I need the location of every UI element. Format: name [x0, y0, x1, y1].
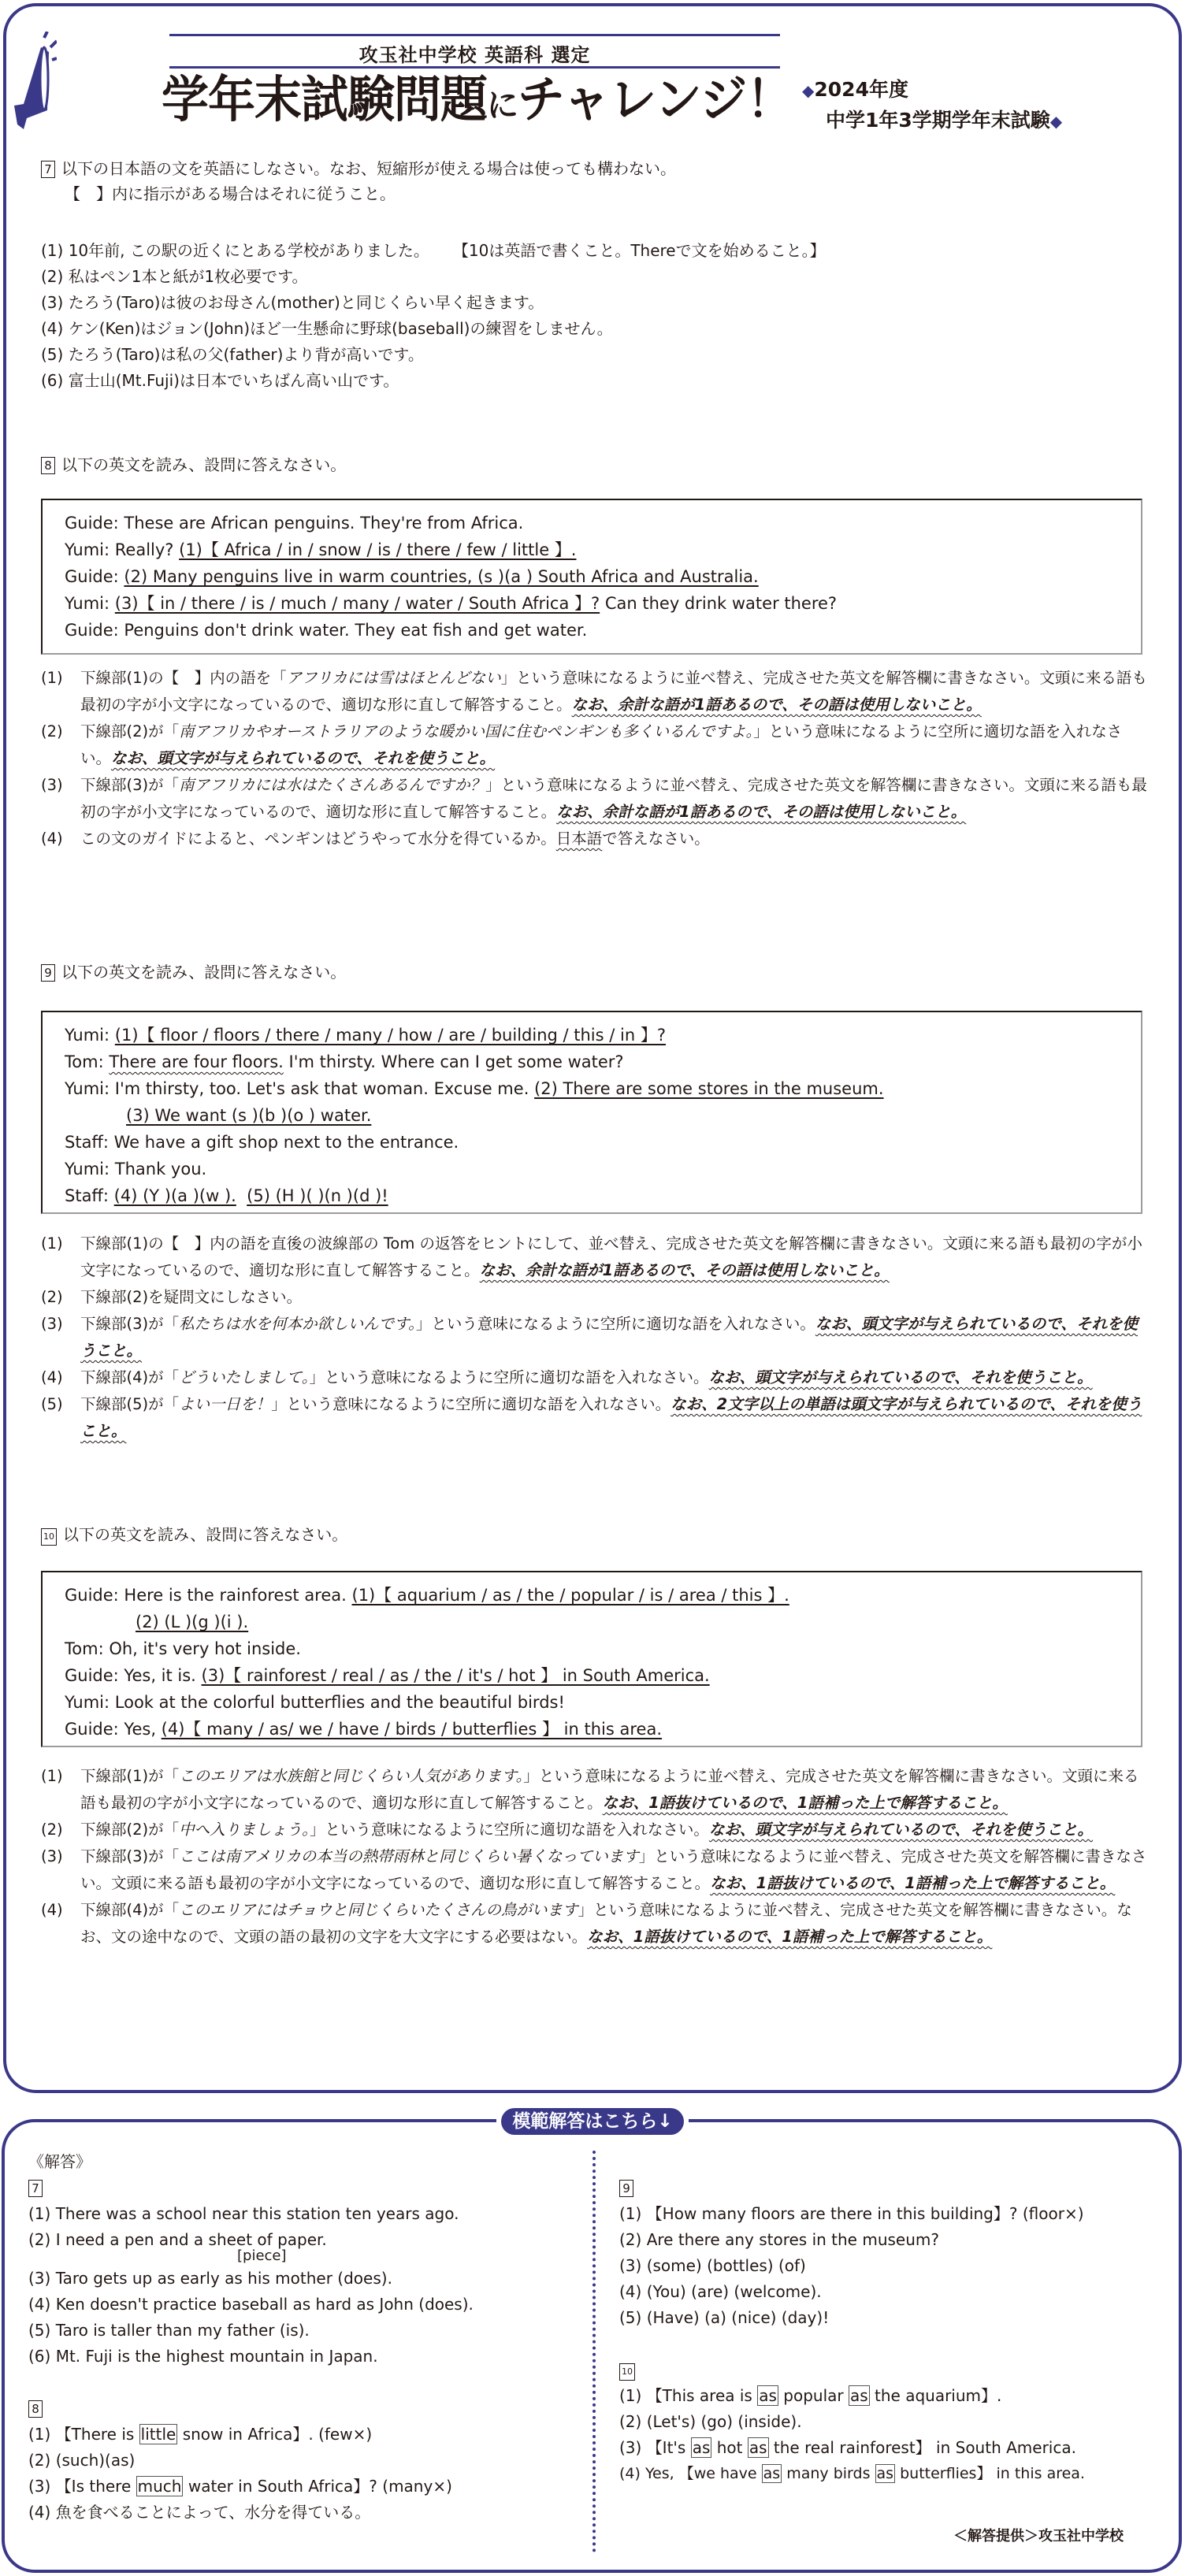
question-item: (4) この文のガイドによると、ペンギンはどうやって水分を得ているか。日本語で答えなさい。 [41, 830, 710, 848]
megaphone-icon [13, 32, 57, 131]
answer-item: (3) (some) (bottles) (of) [619, 2256, 806, 2275]
answer-credit: ＜解答提供＞攻玉社中学校 [953, 2528, 1124, 2544]
dialog-line: Yumi: (3)【 in / there / is / much / many / water / South Africa 】? Can they drink water there? [65, 594, 838, 613]
list-item: (2) 私はペン1本と紙が1枚必要です。 [41, 267, 308, 286]
question-item: (1) 下線部(1)が「このエリアは水族館と同じくらい人気があります。」という意味になるように並べ替え、完成させた英文を解答欄に書きなさい。文頭に来る語も最初の字が小文字になっているので、適切な形に直して解答すること。なお、1語抜けているので、1語補った上で解答すること。 [41, 1767, 1139, 1812]
answer-item: (5) (Have) (a) (nice) (day)! [619, 2308, 830, 2327]
diamond-icon: ◆ [1049, 112, 1063, 131]
dialog-line: Yumi: Thank you. [65, 1160, 207, 1179]
answer-item: (4) 魚を食べることによって、水分を得ている。 [28, 2503, 371, 2522]
answer-item: (4) Ken doesn't practice baseball as hard as John (does). [28, 2295, 474, 2314]
section-9-questions [41, 1230, 1152, 1445]
answer-item: (6) Mt. Fuji is the highest mountain in Japan. [28, 2347, 378, 2366]
section-8-dialog [41, 499, 1142, 655]
list-item: (6) 富士山(Mt.Fuji)は日本でいちばん高い山です。 [41, 371, 399, 390]
question-item: (3) 下線部(3)が「ここは南アメリカの本当の熱帯雨林と同じくらい暑くなっています」という意味になるように並べ替え、完成させた英文を解答欄に書きなさい。文頭に来る語も最初の字が小文字になっているので、適切な形に直して解答すること。なお、1語抜けているので、1語補った上で解答すること。 [41, 1847, 1147, 1892]
answer-item: (3) 【Is there much water in South Africa】? (many×) [28, 2477, 452, 2496]
dialog-line: Guide: Yes, it is. (3)【 rainforest / real / as / the / it's / hot 】 in South America. [65, 1666, 710, 1685]
question-item: (3) 下線部(3)が「私たちは水を何本か欲しいんです。」という意味になるように空所に適切な語を入れなさい。なお、頭文字が与えられているので、それを使うこと。 [41, 1315, 1138, 1360]
dialog-line: Guide: Yes, (4)【 many / as/ we / have / birds / butterflies 】 in this area. [65, 1720, 662, 1739]
section-8-questions [41, 665, 1152, 852]
column-divider [592, 2151, 596, 2552]
list-item: (1) 10年前, この駅の近くにとある学校がありました。 【10は英語で書くこと。Thereで文を始めること。】 [41, 241, 826, 260]
dialog-line: Guide: These are African penguins. They're from Africa. [65, 514, 524, 533]
question-item: (1) 下線部(1)の【 】内の語を「アフリカには雪はほとんどない」という意味になるように並べ替え、完成させた英文を解答欄に書きなさい。文頭に来る語も最初の字が小文字になっているので、適切な形に直して解答すること。なお、余計な語が1語あるので、その語は使用しないこと。 [41, 669, 1147, 714]
section-8-header: 8 以下の英文を読み、設問に答えなさい。 [41, 454, 346, 476]
dialog-line: Guide: (2) Many penguins live in warm countries, (s )(a ) South Africa and Australia. [65, 567, 759, 586]
answer-alt: [piece] [237, 2248, 287, 2264]
answer-item: (2) (such)(as) [28, 2451, 136, 2470]
answer-item: (2) (Let's) (go) (inside). [619, 2412, 802, 2431]
answers-left-column [28, 2149, 474, 2526]
answer-item: (3) 【It's as hot as the real rainforest】 in South America. [619, 2438, 1076, 2457]
answer-item: (2) I need a pen and a sheet of paper. [28, 2230, 327, 2249]
list-item: (3) たろう(Taro)は彼のお母さん(mother)と同じくらい早く起きます。 [41, 293, 544, 312]
dialog-line: Yumi: Look at the colorful butterflies and the beautiful birds! [65, 1693, 565, 1712]
dialog-line: (2) (L )(g )(i ). [136, 1613, 249, 1631]
dialog-line: Yumi: (1)【 floor / floors / there / many / how / are / building / this / in 】? [65, 1026, 666, 1045]
question-item: (5) 下線部(5)が「よい一日を！」という意味になるように空所に適切な語を入れなさい。なお、2文字以上の単語は頭文字が与えられているので、それを使うこと。 [41, 1395, 1142, 1440]
answer-item: (1) There was a school near this station ten years ago. [28, 2204, 459, 2223]
answers-right-column [619, 2175, 1085, 2487]
section-10-dialog [41, 1571, 1142, 1747]
list-item: (5) たろう(Taro)は私の父(father)より背が高いです。 [41, 345, 424, 364]
section-7-items [41, 238, 826, 394]
section-number: 7 [41, 161, 55, 178]
dialog-line: Staff: (4) (Y )(a )(w ). (5) (H )( )(n )(d )! [65, 1186, 388, 1205]
section-10-header: 10 以下の英文を読み、設問に答えなさい。 [41, 1524, 347, 1546]
diamond-icon: ◆ [802, 81, 815, 100]
answer-item: (5) Taro is taller than my father (is). [28, 2321, 310, 2340]
exam-info: ◆2024年度 中学1年3学期学年末試験◆ [802, 78, 1063, 132]
header-rule-top [169, 34, 780, 36]
section-number: 8 [41, 457, 55, 474]
section-number: 10 [41, 1528, 57, 1546]
header-rule-bottom [169, 66, 780, 69]
answer-item: (1) 【This area is as popular as the aquarium】. [619, 2386, 1002, 2405]
dialog-line: Tom: There are four floors. I'm thirsty. Where can I get some water? [65, 1052, 624, 1071]
section-10-questions [41, 1763, 1152, 1951]
dialog-line: Guide: Here is the rainforest area. (1)【 aquarium / as / the / popular / is / area / this 】. [65, 1586, 789, 1605]
question-item: (3) 下線部(3)が「南アフリカには水はたくさんあるんですか？」という意味になるように並べ替え、完成させた英文を解答欄に書きなさい。文頭に来る語も最初の字が小文字になっているので、適切な形に直して解答すること。なお、余計な語が1語あるので、その語は使用しないこと。 [41, 776, 1147, 821]
list-item: (4) ケン(Ken)はジョン(John)ほど一生懸命に野球(baseball)の練習をしません。 [41, 319, 613, 338]
question-item: (4) 下線部(4)が「どういたしまして。」という意味になるように空所に適切な語を入れなさい。なお、頭文字が与えられているので、それを使うこと。 [41, 1368, 1093, 1386]
section-number: 8 [28, 2400, 43, 2418]
section-number: 9 [619, 2180, 633, 2197]
section-number: 9 [41, 964, 55, 982]
question-item: (1) 下線部(1)の【 】内の語を直後の波線部の Tom の返答をヒントにして、並べ替え、完成させた英文を解答欄に書きなさい。文頭に来る語も最初の字が小文字になっているので、適切な形に直して解答すること。なお、余計な語が1語あるので、その語は使用しないこと。 [41, 1234, 1142, 1279]
section-number: 7 [28, 2180, 43, 2197]
answer-item: (1) 【There is little snow in Africa】. (few×) [28, 2425, 373, 2444]
section-7-header: 7 以下の日本語の文を英語にしなさい。なお、短縮形が使える場合は使っても構わない。 【 】内に指示がある場合はそれに従うこと。 [41, 158, 676, 205]
question-item: (2) 下線部(2)を疑問文にしなさい。 [41, 1288, 303, 1306]
school-line: 攻玉社中学校 英語科 選定 [358, 44, 591, 66]
dialog-line: Yumi: Really? (1)【 Africa / in / snow / is / there / few / little 】. [65, 540, 577, 559]
section-9-header: 9 以下の英文を読み、設問に答えなさい。 [41, 961, 346, 983]
dialog-line: Yumi: I'm thirsty, too. Let's ask that woman. Excuse me. (2) There are some stores in the museum. [65, 1079, 884, 1098]
dialog-line: (3) We want (s )(b )(o ) water. [126, 1106, 372, 1125]
answer-item: (3) Taro gets up as early as his mother (does). [28, 2269, 392, 2288]
answer-item: (4) Yes, 【we have as many birds as butterflies】 in this area. [619, 2465, 1085, 2482]
answer-item: (4) (You) (are) (welcome). [619, 2282, 822, 2301]
question-item: (2) 下線部(2)が「南アフリカやオーストラリアのような暖かい国に住むペンギンも多くいるんですよ。」という意味になるように空所に適切な語を入れなさい。なお、頭文字が与えられているので、それを使うこと。 [41, 722, 1123, 767]
section-number: 10 [619, 2363, 635, 2381]
question-item: (4) 下線部(4)が「このエリアにはチョウと同じくらいたくさんの鳥がいます」という意味になるように並べ替え、完成させた英文を解答欄に書きなさい。なお、文の途中なので、文頭の語の最初の文字を大文字にする必要はない。なお、1語抜けているので、1語補った上で解答すること。 [41, 1901, 1132, 1946]
answer-item: (2) Are there any stores in the museum? [619, 2230, 939, 2249]
question-item: (2) 下線部(2)が「中へ入りましょう。」という意味になるように空所に適切な語を入れなさい。なお、頭文字が与えられているので、それを使うこと。 [41, 1821, 1094, 1839]
answer-item: (1) 【How many floors are there in this building】? (floor×) [619, 2204, 1084, 2223]
page-title: 学年末試験問題にチャレンジ！ [162, 71, 793, 129]
dialog-line: Guide: Penguins don't drink water. They eat fish and get water. [65, 621, 588, 640]
answers-heading: 《解答》 [28, 2152, 91, 2171]
section-9-dialog [41, 1011, 1142, 1214]
dialog-line: Tom: Oh, it's very hot inside. [65, 1639, 301, 1658]
show-answers-button[interactable]: 模範解答はこちら↓ [501, 2108, 684, 2135]
dialog-line: Staff: We have a gift shop next to the entrance. [65, 1133, 459, 1152]
